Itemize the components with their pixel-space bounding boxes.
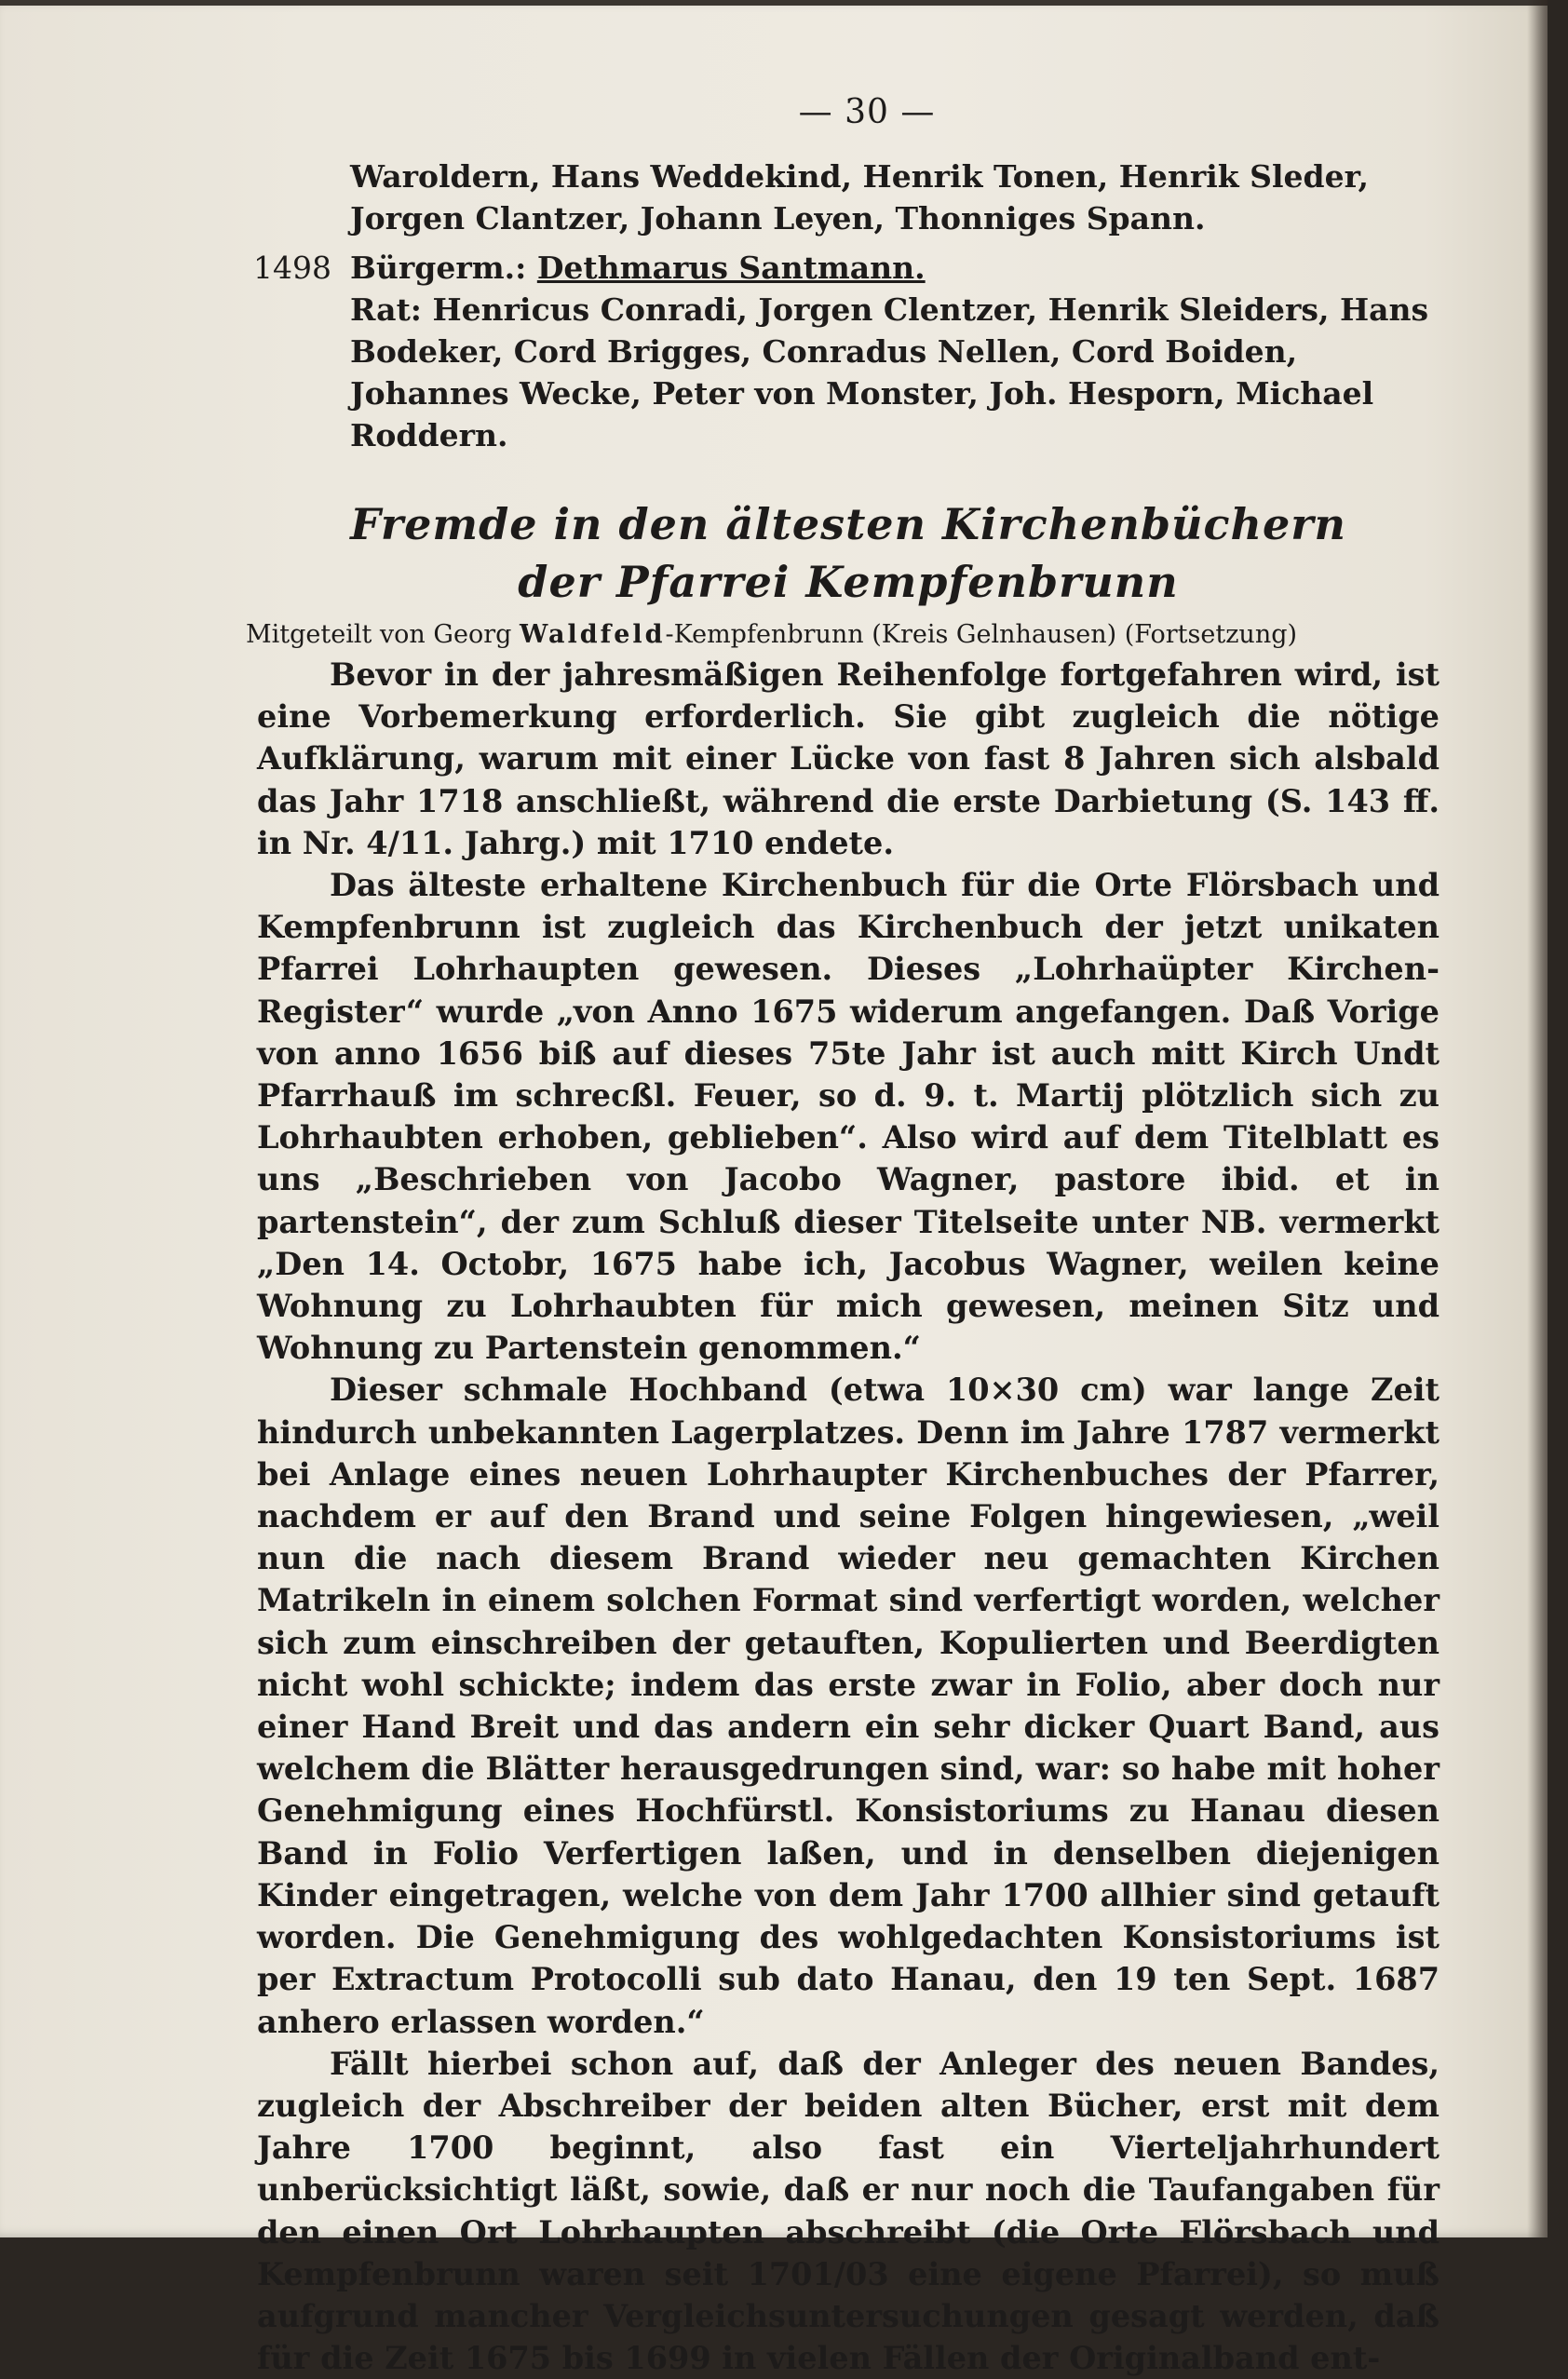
council-entry-1498 bbox=[253, 247, 1440, 289]
page-number: — 30 — bbox=[798, 93, 936, 131]
byline-prefix: Mitgeteilt von Georg bbox=[246, 620, 520, 649]
mayor-label: Bürgerm.: bbox=[350, 250, 537, 286]
entry-year: 1498 bbox=[253, 250, 331, 286]
article-title-line-1: Fremde in den ältesten Kirchenbüchern bbox=[350, 499, 1346, 549]
article-byline bbox=[246, 616, 1440, 654]
paragraph: Bevor in der jahresmäßigen Reihenfolge fortgefahren wird, ist eine Vorbemerkung erforderlich. Sie gibt zugleich die nötige Aufklärung, warum mit einer Lücke von fast 8 Jahren sich alsbald das Jahr 1718 anschließt, während die erste Darbietung (S. 143 ff. in Nr. 4/11. Jahrg.) mit 1710 endete. bbox=[257, 656, 1440, 861]
byline-suffix: -Kempfenbrunn (Kreis Gelnhausen) (Fortsetzung) bbox=[665, 620, 1298, 649]
byline-author: Waldfeld bbox=[519, 620, 666, 649]
book-spine-shadow bbox=[1527, 0, 1548, 2237]
mayor-name: Dethmarus Santmann. bbox=[536, 250, 926, 286]
paragraph: Dieser schmale Hochband (etwa 10×30 cm) war lange Zeit hindurch unbekannten Lagerplatzes. Denn im Jahre 1787 vermerkt bei Anlage eines neuen Lohrhaupter Kirchenbuches der Pfarrer, nachdem er auf den Brand und seine Folgen hingewiesen, „weil nun die nach diesem Brand wieder neu gemachten Kirchen Matrikeln in einem solchen Format sind verfertigt worden, welcher sich zum einschreiben der getauften, Kopulierten und Beerdigten nicht wohl schickte; indem das erste zwar in Folio, aber doch nur einer Hand Breit und das andern ein sehr dicker Quart Band, aus welchem die Blätter herausgedrungen sind, war: so habe mit hoher Genehmigung eines Hochfürstl. Konsistoriums zu Hanau diesen Band in Folio Verfertigen laßen, und in denselben diejenigen Kinder eingetragen, welche von dem Jahr 1700 allhier sind getauft worden. Die Genehmigung des wohlgedachten Konsistoriums ist per Extractum Protocolli sub dato Hanau, den 19 ten Sept. 1687 anhero erlassen worden.“ bbox=[257, 1372, 1440, 2040]
page-content bbox=[246, 93, 1440, 2379]
council-members: Rat: Henricus Conradi, Jorgen Clentzer, Henrik Sleiders, Hans Bodeker, Cord Brigges, Conradus Nellen, Cord Boiden, Johannes Wecke, Peter von Monster, Joh. Hesporn, Michael Roddern. bbox=[350, 291, 1429, 453]
paragraph: Das älteste erhaltene Kirchenbuch für die Orte Flörsbach und Kempfenbrunn ist zugleich das Kirchenbuch der jetzt unikaten Pfarrei Lohrhaupten gewesen. Dieses „Lohrhaüpter Kirchen-Register“ wurde „von Anno 1675 widerum angefangen. Daß Vorige von anno 1656 biß auf dieses 75te Jahr ist auch mitt Kirch Undt Pfarrhauß im schrecßl. Feuer, so d. 9. t. Martij plötzlich sich zu Lohrhaubten erhoben, geblieben“. Also wird auf dem Titelblatt es uns „Beschrieben von Jacobo Wagner, pastore ibid. et in partenstein“, der zum Schluß dieser Titelseite unter NB. vermerkt „Den 14. Octobr, 1675 habe ich, Jacobus Wagner, weilen keine Wohnung zu Lohrhaubten für mich gewesen, meinen Sitz und Wohnung zu Partenstein genommen.“ bbox=[257, 867, 1440, 1367]
paragraph: Fällt hierbei schon auf, daß der Anleger des neuen Bandes, zugleich der Abschreiber der beiden alten Bücher, erst mit dem Jahre 1700 beginnt, also fast ein Vierteljahrhundert unberücksichtigt läßt, sowie, daß er nur noch die Taufangaben für den einen Ort Lohrhaupten abschreibt (die Orte Flörsbach und Kempfenbrunn waren seit 1701/03 eine eigene Pfarrei), so muß aufgrund mancher Vergleichsuntersuchungen gesagt werden, daß für die Zeit 1675 bis 1699 in vielen Fällen der Originalband ent- bbox=[257, 2045, 1440, 2377]
page-top-edge bbox=[0, 0, 1548, 6]
article-title-line-2: der Pfarrei Kempfenbrunn bbox=[518, 557, 1179, 607]
article-body bbox=[257, 654, 1440, 2379]
council-names-continuation: Waroldern, Hans Weddekind, Henrik Tonen, Henrik Sleder, Jorgen Clantzer, Johann Leyen, Thonniges Spann. bbox=[350, 158, 1370, 237]
article-title bbox=[257, 495, 1440, 611]
